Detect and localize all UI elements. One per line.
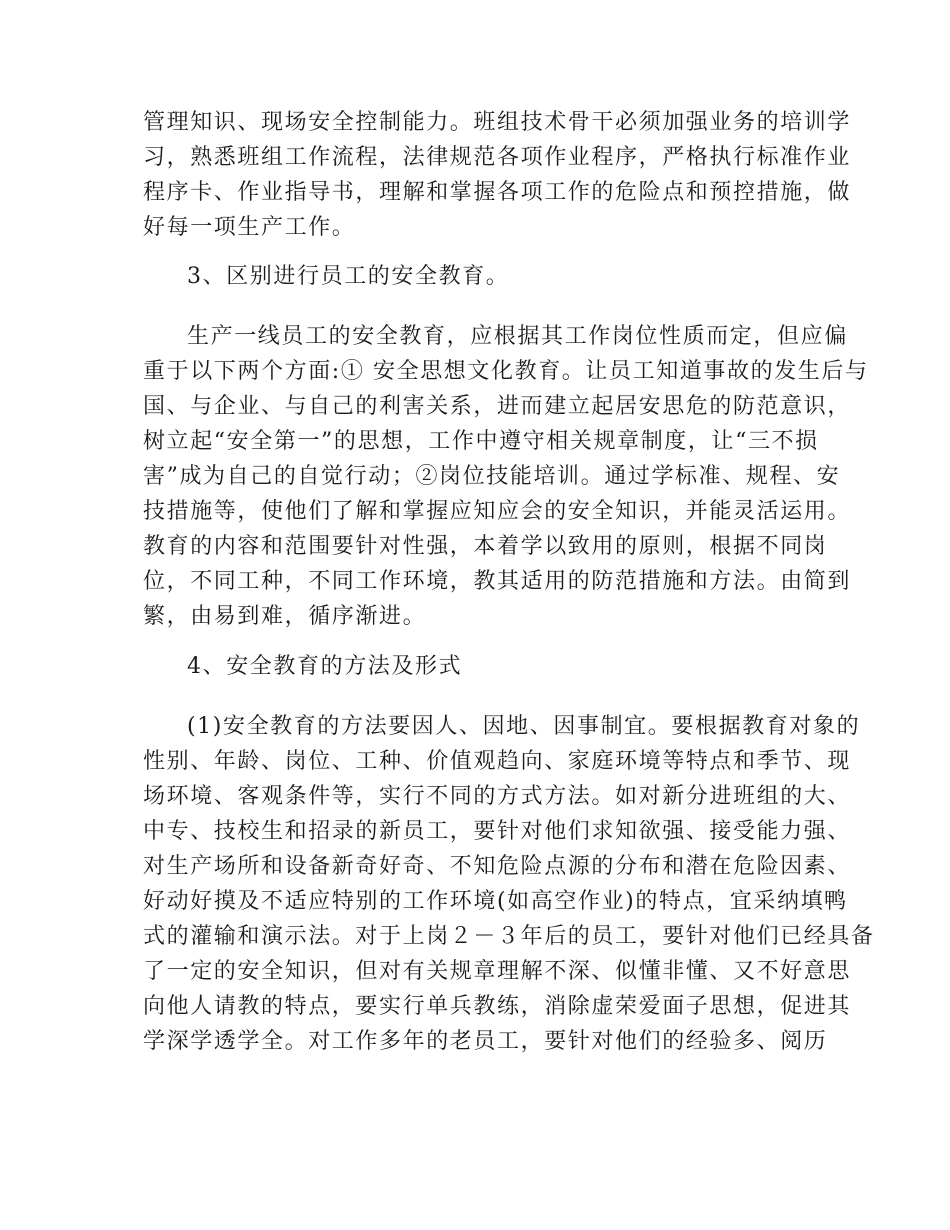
text-line: 中专、技校生和招录的新员工，要针对他们求知欲强、接受能力强、 — [143, 819, 852, 844]
text-line: 国、与企业、与自己的利害关系，进而建立起居安思危的防范意识， — [143, 394, 852, 419]
text-line: 教育的内容和范围要针对性强，本着学以致用的原则，根据不同岗 — [143, 534, 828, 559]
text-line: 学深学透学全。对工作多年的老员工，要针对他们的经验多、阅历 — [143, 1029, 828, 1054]
text-line: 重于以下两个方面:① 安全思想文化教育。让员工知道事故的发生后与 — [143, 359, 869, 384]
text-line: 害”成为自己的自觉行动；②岗位技能培训。通过学标准、规程、安 — [143, 464, 841, 489]
section-heading: 3、区别进行员工的安全教育。 — [187, 264, 510, 289]
text-line: 好每一项生产工作。 — [143, 215, 356, 240]
text-line: 向他人请教的特点，要实行单兵教练，消除虚荣爱面子思想，促进其 — [143, 994, 852, 1019]
text-line: 场环境、客观条件等，实行不同的方式方法。如对新分进班组的大、 — [143, 784, 852, 809]
text-line: 位，不同工种，不同工作环境，教其适用的防范措施和方法。由简到 — [143, 569, 852, 594]
text-line: 好动好摸及不适应特别的工作环境(如高空作业)的特点，宜采纳填鸭 — [143, 889, 848, 914]
text-line: 性别、年龄、岗位、工种、价值观趋向、家庭环境等特点和季节、现 — [143, 749, 852, 774]
text-line: 技措施等，使他们了解和掌握应知应会的安全知识，并能灵活运用。 — [143, 499, 852, 524]
text-line: 生产一线员工的安全教育，应根据其工作岗位性质而定，但应偏 — [187, 324, 848, 349]
text-line: 繁，由易到难，循序渐进。 — [143, 604, 427, 629]
text-line: 了一定的安全知识，但对有关规章理解不深、似懂非懂、又不好意思 — [143, 959, 852, 984]
text-line: 式的灌输和演示法。对于上岗２－３年后的员工，要针对他们已经具备 — [143, 924, 875, 949]
text-line: 程序卡、作业指导书，理解和掌握各项工作的危险点和预控措施，做 — [143, 180, 852, 205]
text-line: 管理知识、现场安全控制能力。班组技术骨干必须加强业务的培训学 — [143, 110, 852, 135]
text-line: 对生产场所和设备新奇好奇、不知危险点源的分布和潜在危险因素、 — [143, 854, 852, 879]
section-heading: 4、安全教育的方法及形式 — [187, 654, 463, 679]
text-line: (1)安全教育的方法要因人、因地、因事制宜。要根据教育对象的 — [187, 714, 861, 739]
text-line: 习，熟悉班组工作流程，法律规范各项作业程序，严格执行标准作业 — [143, 145, 852, 170]
text-line: 树立起“安全第一”的思想，工作中遵守相关规章制度，让“三不损 — [143, 429, 819, 454]
